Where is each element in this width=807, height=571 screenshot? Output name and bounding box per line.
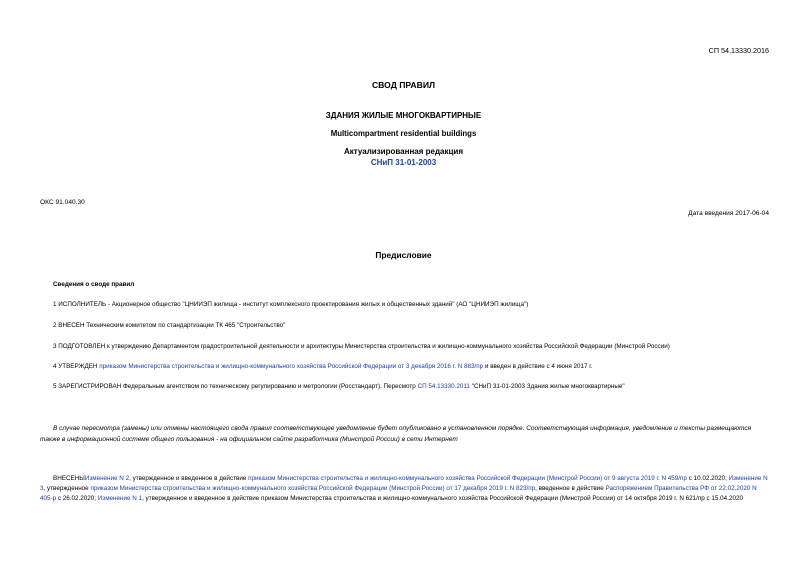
item-prepared-lead: 3 ПОДГОТОВЛЕН <box>53 343 106 350</box>
item-prepared <box>53 342 769 352</box>
item-approved <box>53 362 769 372</box>
approval-order-link[interactable]: приказом Министерства строительства и жилищно-коммунального хозяйства Российской Федерации от 3 декабря 2016 г. N 883/пр <box>97 363 484 370</box>
preface-heading: Предисловие <box>375 250 432 260</box>
revision-notice: В случае пересмотра (замены) или отмены настоящего свода правил соответствующее уведомление будет опубликовано в установленном порядке. Соответствующая информация, уведомление и тексты размещаются также в информационной системе общего пользования - на официальном сайте разработчика (Минстрой России) в сети Интернет <box>40 425 752 443</box>
changes-text-4: , введенное в действие <box>535 485 606 492</box>
changes-text-5: с 26.02.2020; <box>56 495 98 502</box>
change-1-link[interactable]: Изменение N 1 <box>97 495 143 502</box>
changes-paragraph <box>40 474 770 504</box>
item-registered-lead: 5 ЗАРЕГИСТРИРОВАН <box>53 383 122 390</box>
code-set-heading: СВОД ПРАВИЛ <box>371 80 436 90</box>
changes-text-3: , утвержденное <box>43 485 91 492</box>
document-title-english: Multicompartment residential buildings <box>330 129 477 138</box>
document-code: СП 54.13330.2016 <box>708 46 769 55</box>
item-registered-text: Федеральным агентством по техническому регулированию и метрологии (Росстандарт). Пересмотр <box>121 383 418 390</box>
item-registered <box>53 382 769 392</box>
revision-label: Актуализированная редакция <box>344 147 463 156</box>
oks-code: ОКС 91.040.30 <box>40 199 85 206</box>
item-executor <box>53 300 769 310</box>
order-459-link[interactable]: приказом Министерства строительства и жилищно-коммунального хозяйства Российской Федерации (Минстрой России) от 9 августа 2019 г. N 459/пр <box>248 475 687 482</box>
item-approved-tail: и введен в действие с 4 июня 2017 г. <box>483 363 593 370</box>
decree-405-link[interactable]: Распоряжением Правительства РФ от 22.02.2020 N 405-р <box>40 485 757 502</box>
document-title: ЗДАНИЯ ЖИЛЫЕ МНОГОКВАРТИРНЫЕ <box>325 111 482 120</box>
sp-2011-link[interactable]: СП 54.13330.2011 <box>417 383 470 390</box>
info-heading: Сведения о своде правил <box>53 281 135 288</box>
changes-text-1: , утвержденное и введенное в действие <box>129 475 249 482</box>
item-executor-text: - Акционерное общество "ЦНИИЭП жилища - институт комплексного проектирования жилых и общественных зданий" (АО "ЦНИИЭП жилища") <box>106 301 529 308</box>
changes-text-6: , утвержденное и введенное в действие приказом Министерства строительства и жилищно-коммунального хозяйства Российской Федерации (Минстрой России) от 14 октября 2019 г. N 621/пр с 15.04.2020 <box>142 495 743 502</box>
item-approved-lead: 4 УТВЕРЖДЕН <box>53 363 98 370</box>
order-823-link[interactable]: приказом Министерства строительства и жилищно-коммунального хозяйства Российской Федерации (Минстрой России) от 17 декабря 2019 г. N 823/пр <box>90 485 536 492</box>
item-executor-lead: 1 ИСПОЛНИТЕЛЬ <box>53 301 107 308</box>
changes-lead: ВНЕСЕНЫ <box>53 475 85 482</box>
change-2-link[interactable]: Изменение N 2 <box>84 475 130 482</box>
item-submitted-text: Техническим комитетом по стандартизации ТК 465 "Строительство" <box>84 322 286 329</box>
intro-date: Дата введения 2017-06-04 <box>688 210 769 217</box>
snip-link[interactable]: СНиП 31-01-2003 <box>370 158 437 167</box>
change-3-link[interactable]: Изменение N 3 <box>40 475 768 492</box>
item-submitted-lead: 2 ВНЕСЕН <box>53 322 85 329</box>
item-prepared-text: к утверждению Департаментом градостроительной деятельности и архитектуры Министерства строительства и жилищно-коммунального хозяйства Российской Федерации (Минстрой России) <box>105 343 670 350</box>
item-submitted <box>53 321 769 331</box>
item-registered-tail: "СНиП 31-01-2003 Здания жилые многоквартирные" <box>469 383 625 390</box>
changes-text-2: с 10.02.2020; <box>686 475 729 482</box>
